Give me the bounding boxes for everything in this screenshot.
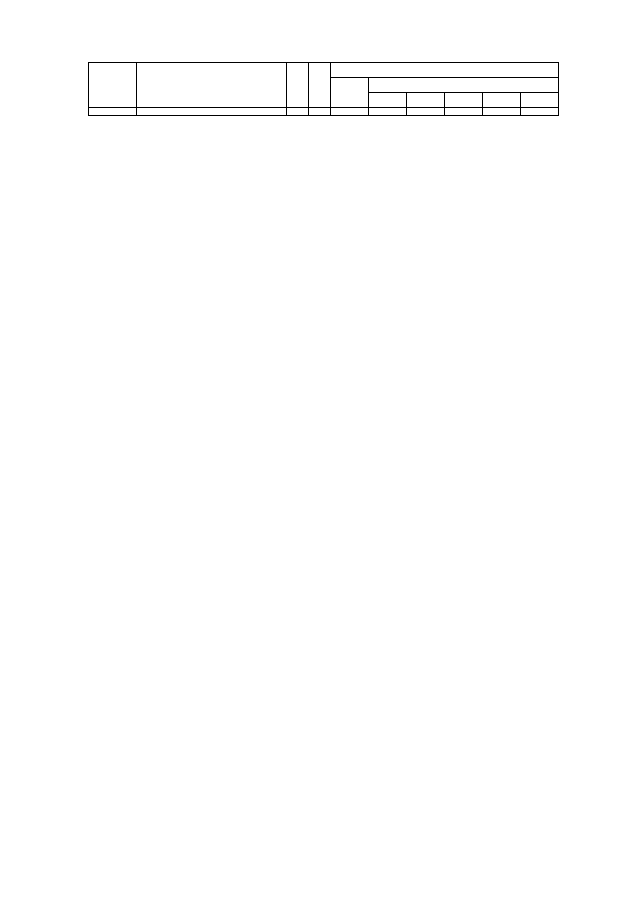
- header-zone-4: [483, 93, 521, 108]
- column-index-7: [407, 108, 445, 116]
- column-index-6: [369, 108, 407, 116]
- header-code: [89, 63, 137, 108]
- header-release: [331, 78, 369, 108]
- header-unit: [287, 63, 309, 108]
- header-zone-2: [407, 93, 445, 108]
- header-price-group: [331, 63, 559, 78]
- header-zone-1: [369, 93, 407, 108]
- column-index-3: [287, 108, 309, 116]
- column-index-8: [445, 108, 483, 116]
- column-index-1: [89, 108, 137, 116]
- column-index-row: [89, 108, 559, 116]
- header-zone-3: [445, 93, 483, 108]
- column-index-10: [521, 108, 559, 116]
- header-zone-5: [521, 93, 559, 108]
- column-index-4: [309, 108, 331, 116]
- header-name: [137, 63, 287, 108]
- price-table: [88, 62, 559, 116]
- column-index-9: [483, 108, 521, 116]
- header-mass: [309, 63, 331, 108]
- column-index-2: [137, 108, 287, 116]
- header-delivery: [369, 78, 559, 93]
- column-index-5: [331, 108, 369, 116]
